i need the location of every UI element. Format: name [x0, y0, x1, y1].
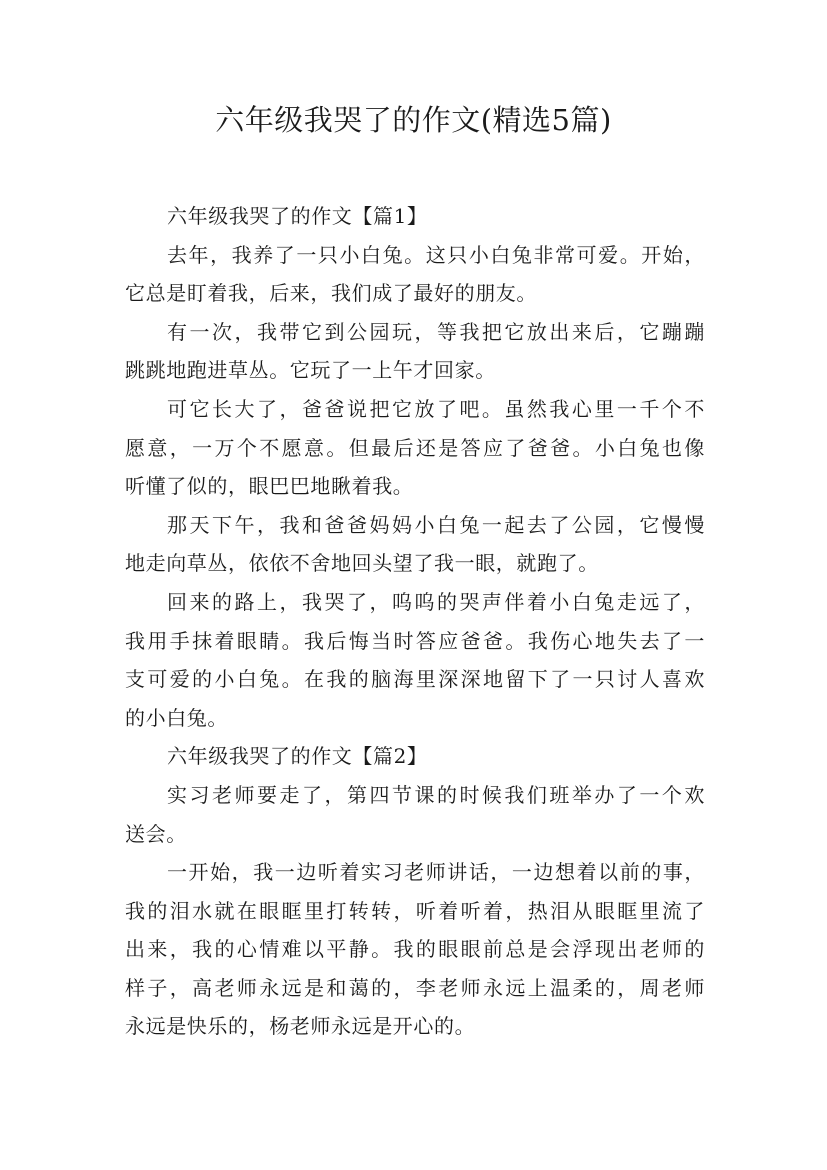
paragraph-line: 听懂了似的，眼巴巴地瞅着我。 [125, 474, 414, 499]
paragraph-line: 那天下午，我和爸爸妈妈小白兔一起去了公园，它慢慢 [167, 512, 705, 537]
paragraph-line: 我的泪水就在眼眶里打转转，听着听着，热泪从眼眶里流了 [125, 898, 705, 923]
paragraph-line: 回来的路上，我哭了，呜呜的哭声伴着小白兔走远了， [167, 589, 705, 614]
paragraph-line: 送会。 [125, 821, 187, 846]
paragraph-line: 去年，我养了一只小白兔。这只小白兔非常可爱。开始， [167, 242, 705, 267]
paragraph-line: 的小白兔。 [125, 705, 228, 730]
paragraph-line: 愿意，一万个不愿意。但最后还是答应了爸爸。小白兔也像 [125, 435, 705, 460]
paragraph-line: 跳跳地跑进草丛。它玩了一上午才回家。 [125, 358, 496, 383]
document-title: 六年级我哭了的作文(精选5篇) [215, 103, 612, 137]
paragraph-line: 实习老师要走了，第四节课的时候我们班举办了一个欢 [167, 782, 705, 807]
paragraph-line: 一开始，我一边听着实习老师讲话，一边想着以前的事， [167, 860, 705, 885]
document-body [125, 197, 705, 1046]
section-heading: 六年级我哭了的作文【篇2】 [167, 744, 428, 769]
paragraph-line: 可它长大了，爸爸说把它放了吧。虽然我心里一千个不 [167, 396, 705, 421]
paragraph-line: 样子，高老师永远是和蔼的，李老师永远上温柔的，周老师 [125, 975, 705, 1000]
paragraph-line: 地走向草丛，依依不舍地回头望了我一眼，就跑了。 [125, 551, 599, 576]
paragraph-line: 我用手抹着眼睛。我后悔当时答应爸爸。我伤心地失去了一 [125, 628, 705, 653]
paragraph-line: 支可爱的小白兔。在我的脑海里深深地留下了一只讨人喜欢 [125, 667, 705, 692]
paragraph-line: 出来，我的心情难以平静。我的眼眼前总是会浮现出老师的 [125, 937, 705, 962]
section-heading: 六年级我哭了的作文【篇1】 [167, 204, 428, 228]
paragraph-line: 它总是盯着我，后来，我们成了最好的朋友。 [125, 281, 537, 306]
paragraph-line: 有一次，我带它到公园玩，等我把它放出来后，它蹦蹦 [167, 319, 705, 344]
paragraph-line: 永远是快乐的，杨老师永远是开心的。 [125, 1014, 476, 1039]
